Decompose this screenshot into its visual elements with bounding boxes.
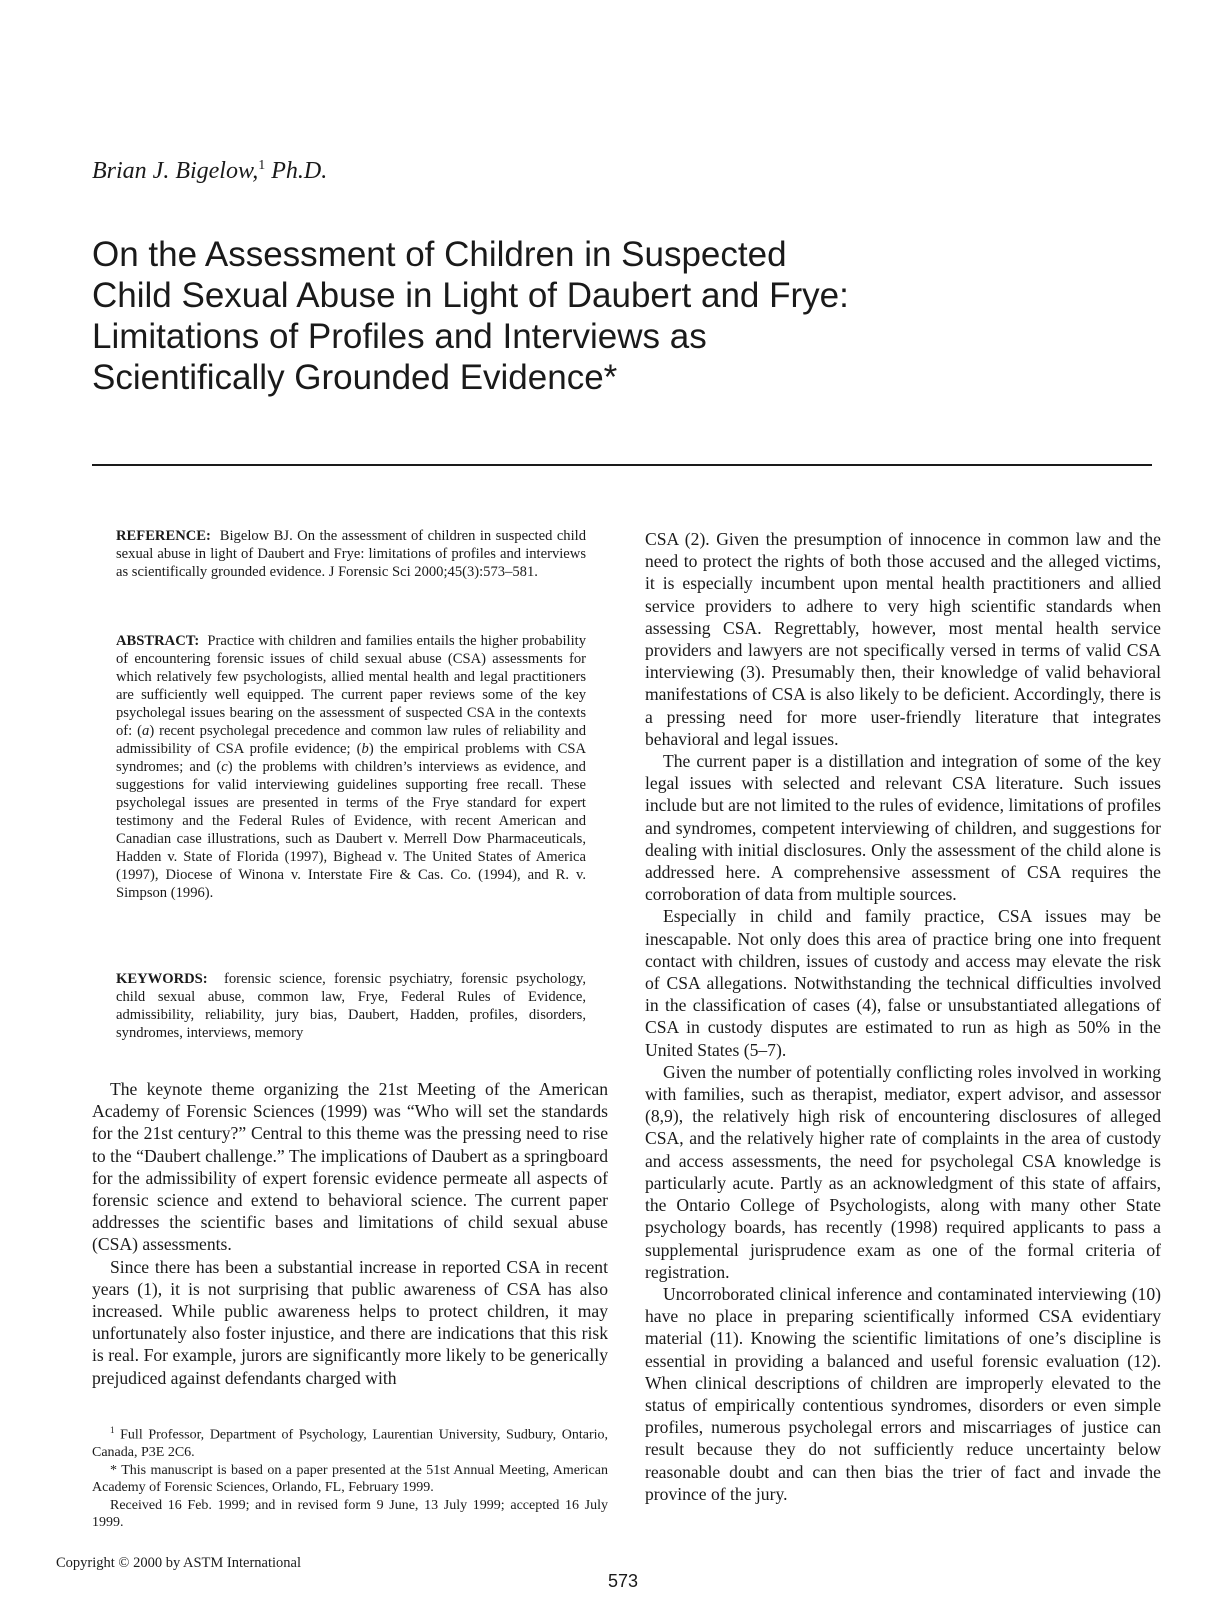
abstract-text-4: ) the problems with children’s interviews as evidence, and suggestions for valid interviewing guidelines supporting free recall. These psycholegal issues are presented in terms of the Frye standard for expert testimony and the Federal Rules of Evidence, with recent American and Canadian case illustrations, such as Daubert v. Merrell Dow Pharmaceuticals, Hadden v. State of Florida (1997), Bighead v. The United States of America (1997), Diocese of Winona v. Interstate Fire & Cas. Co. (1994), and R. v. Simpson (1996). [116,759,586,901]
body-paragraph: CSA (2). Given the presumption of innocence in common law and the need to protect the rights of both those accused and the alleged victims, it is especially incumbent upon mental health practitioners and allied service providers to adhere to very high scientific standards when assessing CSA. Regrettably, however, most mental health service providers and lawyers are not specifically versed in terms of valid CSA interviewing (3). Presumably then, their knowledge of valid behavioral manifestations of CSA is also likely to be deficient. Accordingly, there is a pressing need for more user-friendly literature that integrates behavioral and legal issues. [645,529,1161,749]
body-paragraph: Uncorroborated clinical inference and contaminated interviewing (10) have no place in preparing scientifically informed CSA evidentiary material (11). Knowing the scientific limitations of one’s discipline is essential in providing a balanced and useful forensic evaluation (12). When clinical descriptions of children are improperly elevated to the status of empirically contentious syndromes, disorders or even simple profiles, numerous psycholegal errors and miscarriages of justice can result because they do not sufficiently reduce uncertainty below reasonable doubt and can then bias the trier of fact and invade the province of the jury. [645,1283,1161,1504]
footnote-1-mark: 1 [110,1425,115,1435]
keywords-label: KEYWORDS: [116,971,208,987]
footnote-2: * This manuscript is based on a paper presented at the 51st Annual Meeting, American Academy of Forensic Sciences, Orlando, FL, February 1999. [92,1462,608,1496]
footnote-1-text: Full Professor, Department of Psychology, Laurentian University, Sudbury, Ontario, Canada, P3E 2C6. [92,1427,608,1461]
title-line: On the Assessment of Children in Suspected [92,235,787,274]
title-divider [92,464,1152,466]
abstract-item-c: c [221,759,228,775]
author-footnote-mark: 1 [258,158,266,173]
author-degree: Ph.D. [265,158,328,184]
title-line: Child Sexual Abuse in Light of Daubert and Frye: [92,276,849,315]
reference-block [116,527,586,581]
body-paragraph: Especially in child and family practice, CSA issues may be inescapable. Not only does this area of practice bring one into frequent contact with children, issues of custody and access may elevate the risk of CSA allegations. Notwithstanding the technical difficulties involved in the classification of cases (4), false or unsubstantiated allegations of CSA in custody disputes are estimated to run as high as 50% in the United States (5–7). [645,906,1161,1060]
body-paragraph: The current paper is a distillation and integration of some of the key legal issues with selected and relevant CSA literature. Such issues include but are not limited to the rules of evidence, limitations of profiles and syndromes, competent interviewing of children, and suggestions for dealing with initial disclosures. Only the assessment of the child alone is addressed here. A comprehensive assessment of CSA requires the corroboration of data from multiple sources. [645,751,1161,905]
abstract-label: ABSTRACT: [116,633,200,649]
right-column-body [645,528,1161,1505]
keywords-block [116,970,586,1042]
footnote-3: Received 16 Feb. 1999; and in revised form 9 June, 13 July 1999; accepted 16 July 1999. [92,1497,608,1531]
abstract-item-b: b [361,741,369,757]
body-paragraph: Given the number of potentially conflicting roles involved in working with families, such as therapist, mediator, expert advisor, and assessor (8,9), the relatively high risk of encountering disclosures of alleged CSA, and the relatively higher rate of complaints in the area of custody and access assessments, the need for psycholegal CSA knowledge is particularly acute. Partly as an acknowledgment of this state of affairs, the Ontario College of Psychologists, along with many other State psychology boards, has recently (1998) required applicants to pass a supplemental jurisprudence exam as one of the formal criteria of registration. [645,1061,1161,1282]
reference-label: REFERENCE: [116,528,211,544]
left-column-body [92,1078,608,1389]
abstract-text-1: Practice with children and families entails the higher probability of encountering forensic issues of child sexual abuse (CSA) assessments for which relatively few psychologists, allied mental health and legal practitioners are sufficiently well equipped. The current paper reviews some of the key psycholegal issues bearing on the assessment of suspected CSA in the contexts of: ( [116,633,587,739]
title-line: Limitations of Profiles and Interviews as [92,317,707,356]
author-name: Brian J. Bigelow, [92,158,259,184]
copyright-notice: Copyright © 2000 by ASTM International [56,1555,302,1571]
footnote-1 [92,1422,608,1462]
abstract-text-2: ) recent psycholegal precedence and common law rules of reliability and admissibility of CSA profile evidence; ( [116,723,586,757]
reference-text: Bigelow BJ. On the assessment of children in suspected child sexual abuse in light of Daubert and Frye: limitations of profiles and interviews as scientifically grounded evidence. J Forensic Sci 2000;45(3):573–581. [116,528,587,580]
author-line [92,158,327,185]
page-number: 573 [608,1571,639,1591]
abstract-text-3: ) the empirical problems with CSA syndromes; and ( [116,741,587,775]
body-paragraph: The keynote theme organizing the 21st Meeting of the American Academy of Forensic Sciences (1999) was “Who will set the standards for the 21st century?” Central to this theme was the pressing need to rise to the “Daubert challenge.” The implications of Daubert as a springboard for the admissibility of expert forensic evidence permeate all aspects of forensic science and extend to behavioral science. The current paper addresses the scientific bases and limitations of child sexual abuse (CSA) assessments. [92,1079,608,1255]
body-paragraph: Since there has been a substantial increase in reported CSA in recent years (1), it is not surprising that public awareness of CSA has also increased. While public awareness helps to protect children, it may unfortunately also foster injustice, and there are indications that this risk is real. For example, jurors are significantly more likely to be generically prejudiced against defendants charged with [92,1256,608,1388]
abstract-item-a: a [142,723,150,739]
title-line: Scientifically Grounded Evidence* [92,358,618,397]
abstract-block [116,632,586,902]
footnotes [92,1422,608,1532]
keywords-text: forensic science, forensic psychiatry, forensic psychology, child sexual abuse, common law, Frye, Federal Rules of Evidence, admissibility, reliability, jury bias, Daubert, Hadden, profiles, disorders, syndromes, interviews, memory [116,971,586,1041]
paper-title [92,234,1092,398]
